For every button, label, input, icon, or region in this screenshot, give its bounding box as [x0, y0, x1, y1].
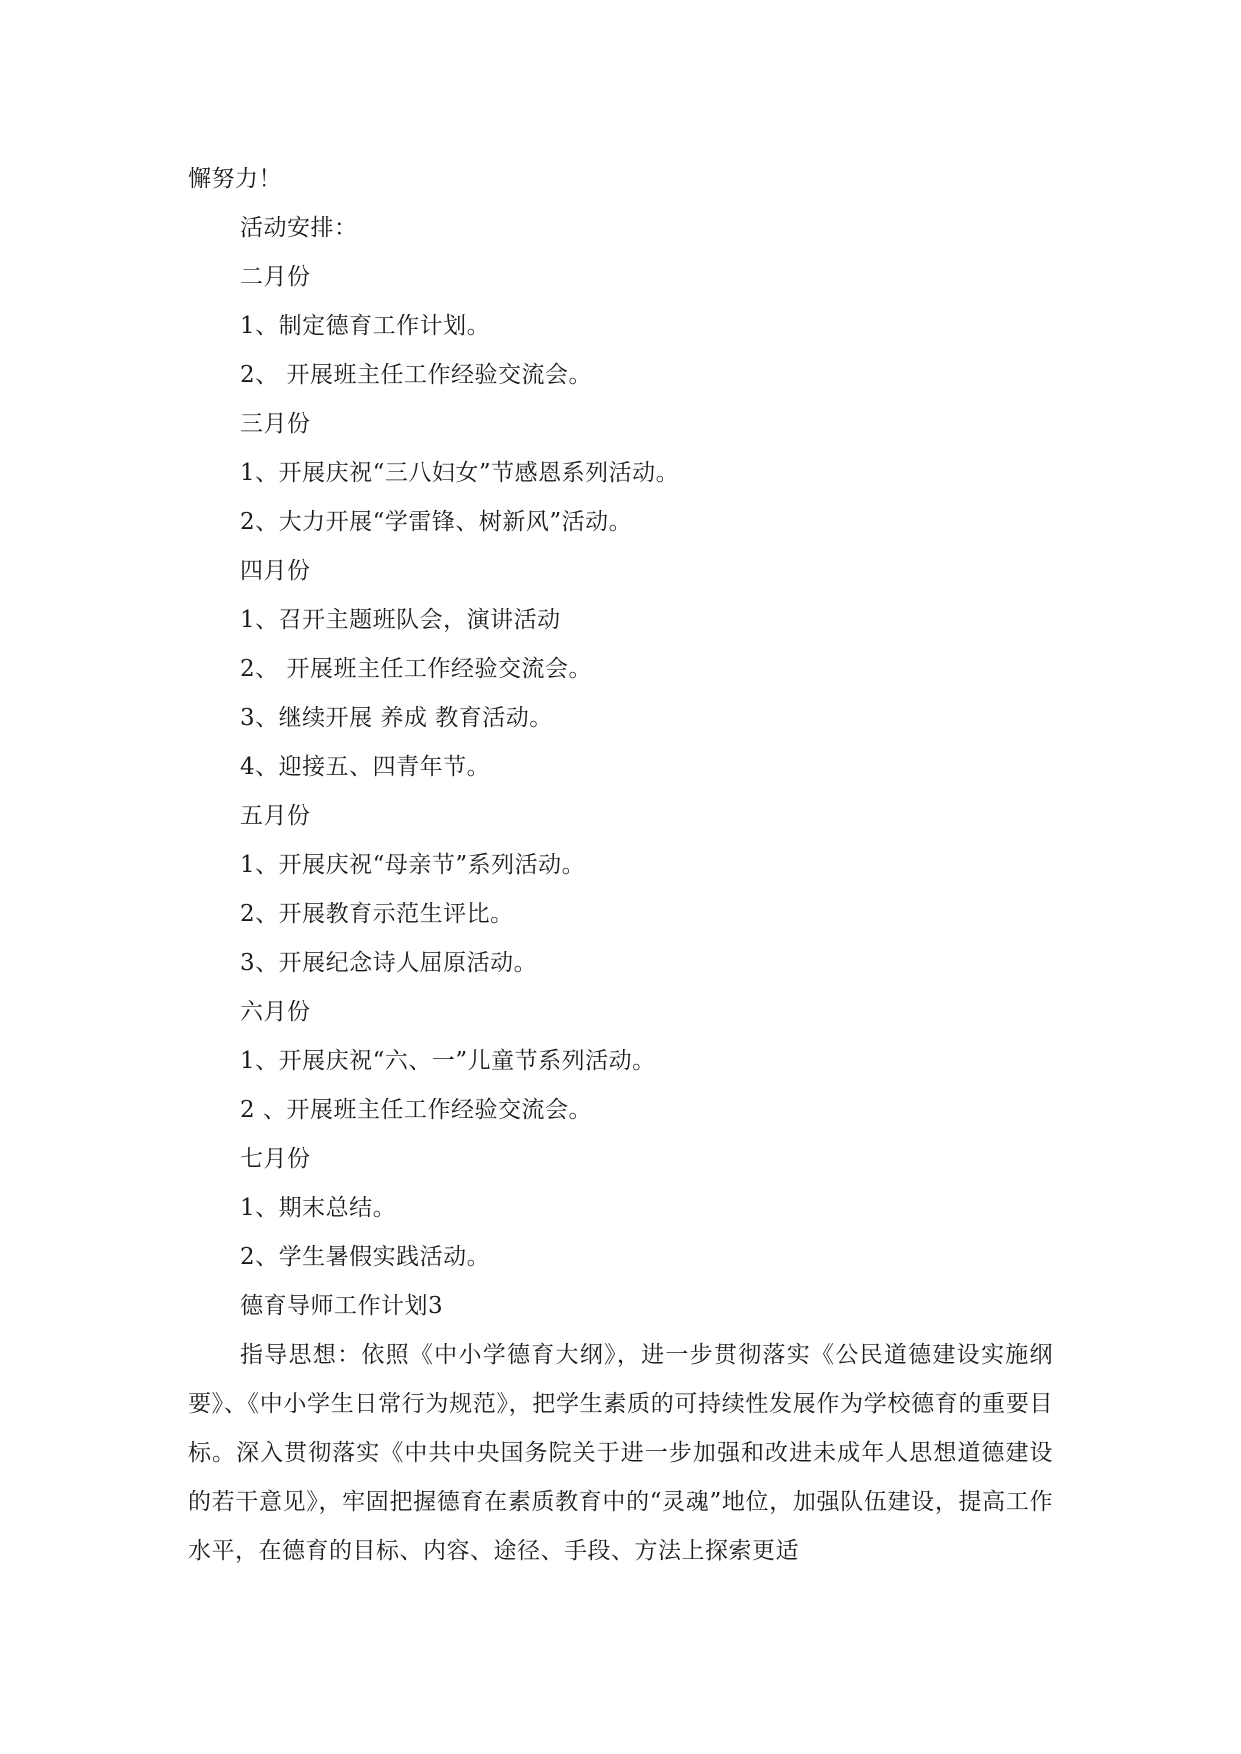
- list-item: 3、开展纪念诗人屈原活动。: [240, 950, 538, 976]
- list-item: 1、召开主题班队会，演讲活动: [240, 607, 561, 633]
- section-heading: 三月份: [240, 411, 311, 437]
- list-item: 2 、开展班主任工作经验交流会。: [240, 1097, 592, 1123]
- list-item: 2、开展教育示范生评比。: [240, 901, 514, 927]
- text-line: 活动安排：: [240, 215, 358, 241]
- section-heading: 二月份: [240, 264, 311, 290]
- list-item: 1、开展庆祝“三八妇女”节感恩系列活动。: [240, 460, 680, 486]
- list-item: 4、迎接五、四青年节。: [240, 754, 491, 780]
- list-item: 1、开展庆祝“母亲节”系列活动。: [240, 852, 586, 878]
- section-heading: 六月份: [240, 999, 311, 1025]
- document-body: [188, 155, 1053, 1576]
- list-item: 3、继续开展 养成 教育活动。: [240, 705, 553, 731]
- list-item: 1、制定德育工作计划。: [240, 313, 491, 339]
- section-heading: 五月份: [240, 803, 311, 829]
- list-item: 2、大力开展“学雷锋、树新风”活动。: [240, 509, 633, 535]
- section-heading: 四月份: [240, 558, 311, 584]
- list-item: 2、 开展班主任工作经验交流会。: [240, 362, 592, 388]
- list-item: 1、开展庆祝“六、一”儿童节系列活动。: [240, 1048, 656, 1074]
- section-heading: 七月份: [240, 1146, 311, 1172]
- document-subtitle: 德育导师工作计划3: [240, 1293, 444, 1319]
- list-item: 2、 开展班主任工作经验交流会。: [240, 656, 592, 682]
- text-line: 懈努力！: [188, 166, 282, 192]
- body-paragraph: 指导思想：依照《中小学德育大纲》，进一步贯彻落实《公民道德建设实施纲要》、《中小学生日常行为规范》，把学生素质的可持续性发展作为学校德育的重要目标。深入贯彻落实《中共中央国务院关于进一步加强和改进未成年人思想道德建设的若干意见》，牢固把握德育在素质教育中的“灵魂”地位，加强队伍建设，提高工作水平，在德育的目标、内容、途径、手段、方法上探索更适: [188, 1342, 1053, 1564]
- list-item: 2、学生暑假实践活动。: [240, 1244, 491, 1270]
- list-item: 1、期末总结。: [240, 1195, 397, 1221]
